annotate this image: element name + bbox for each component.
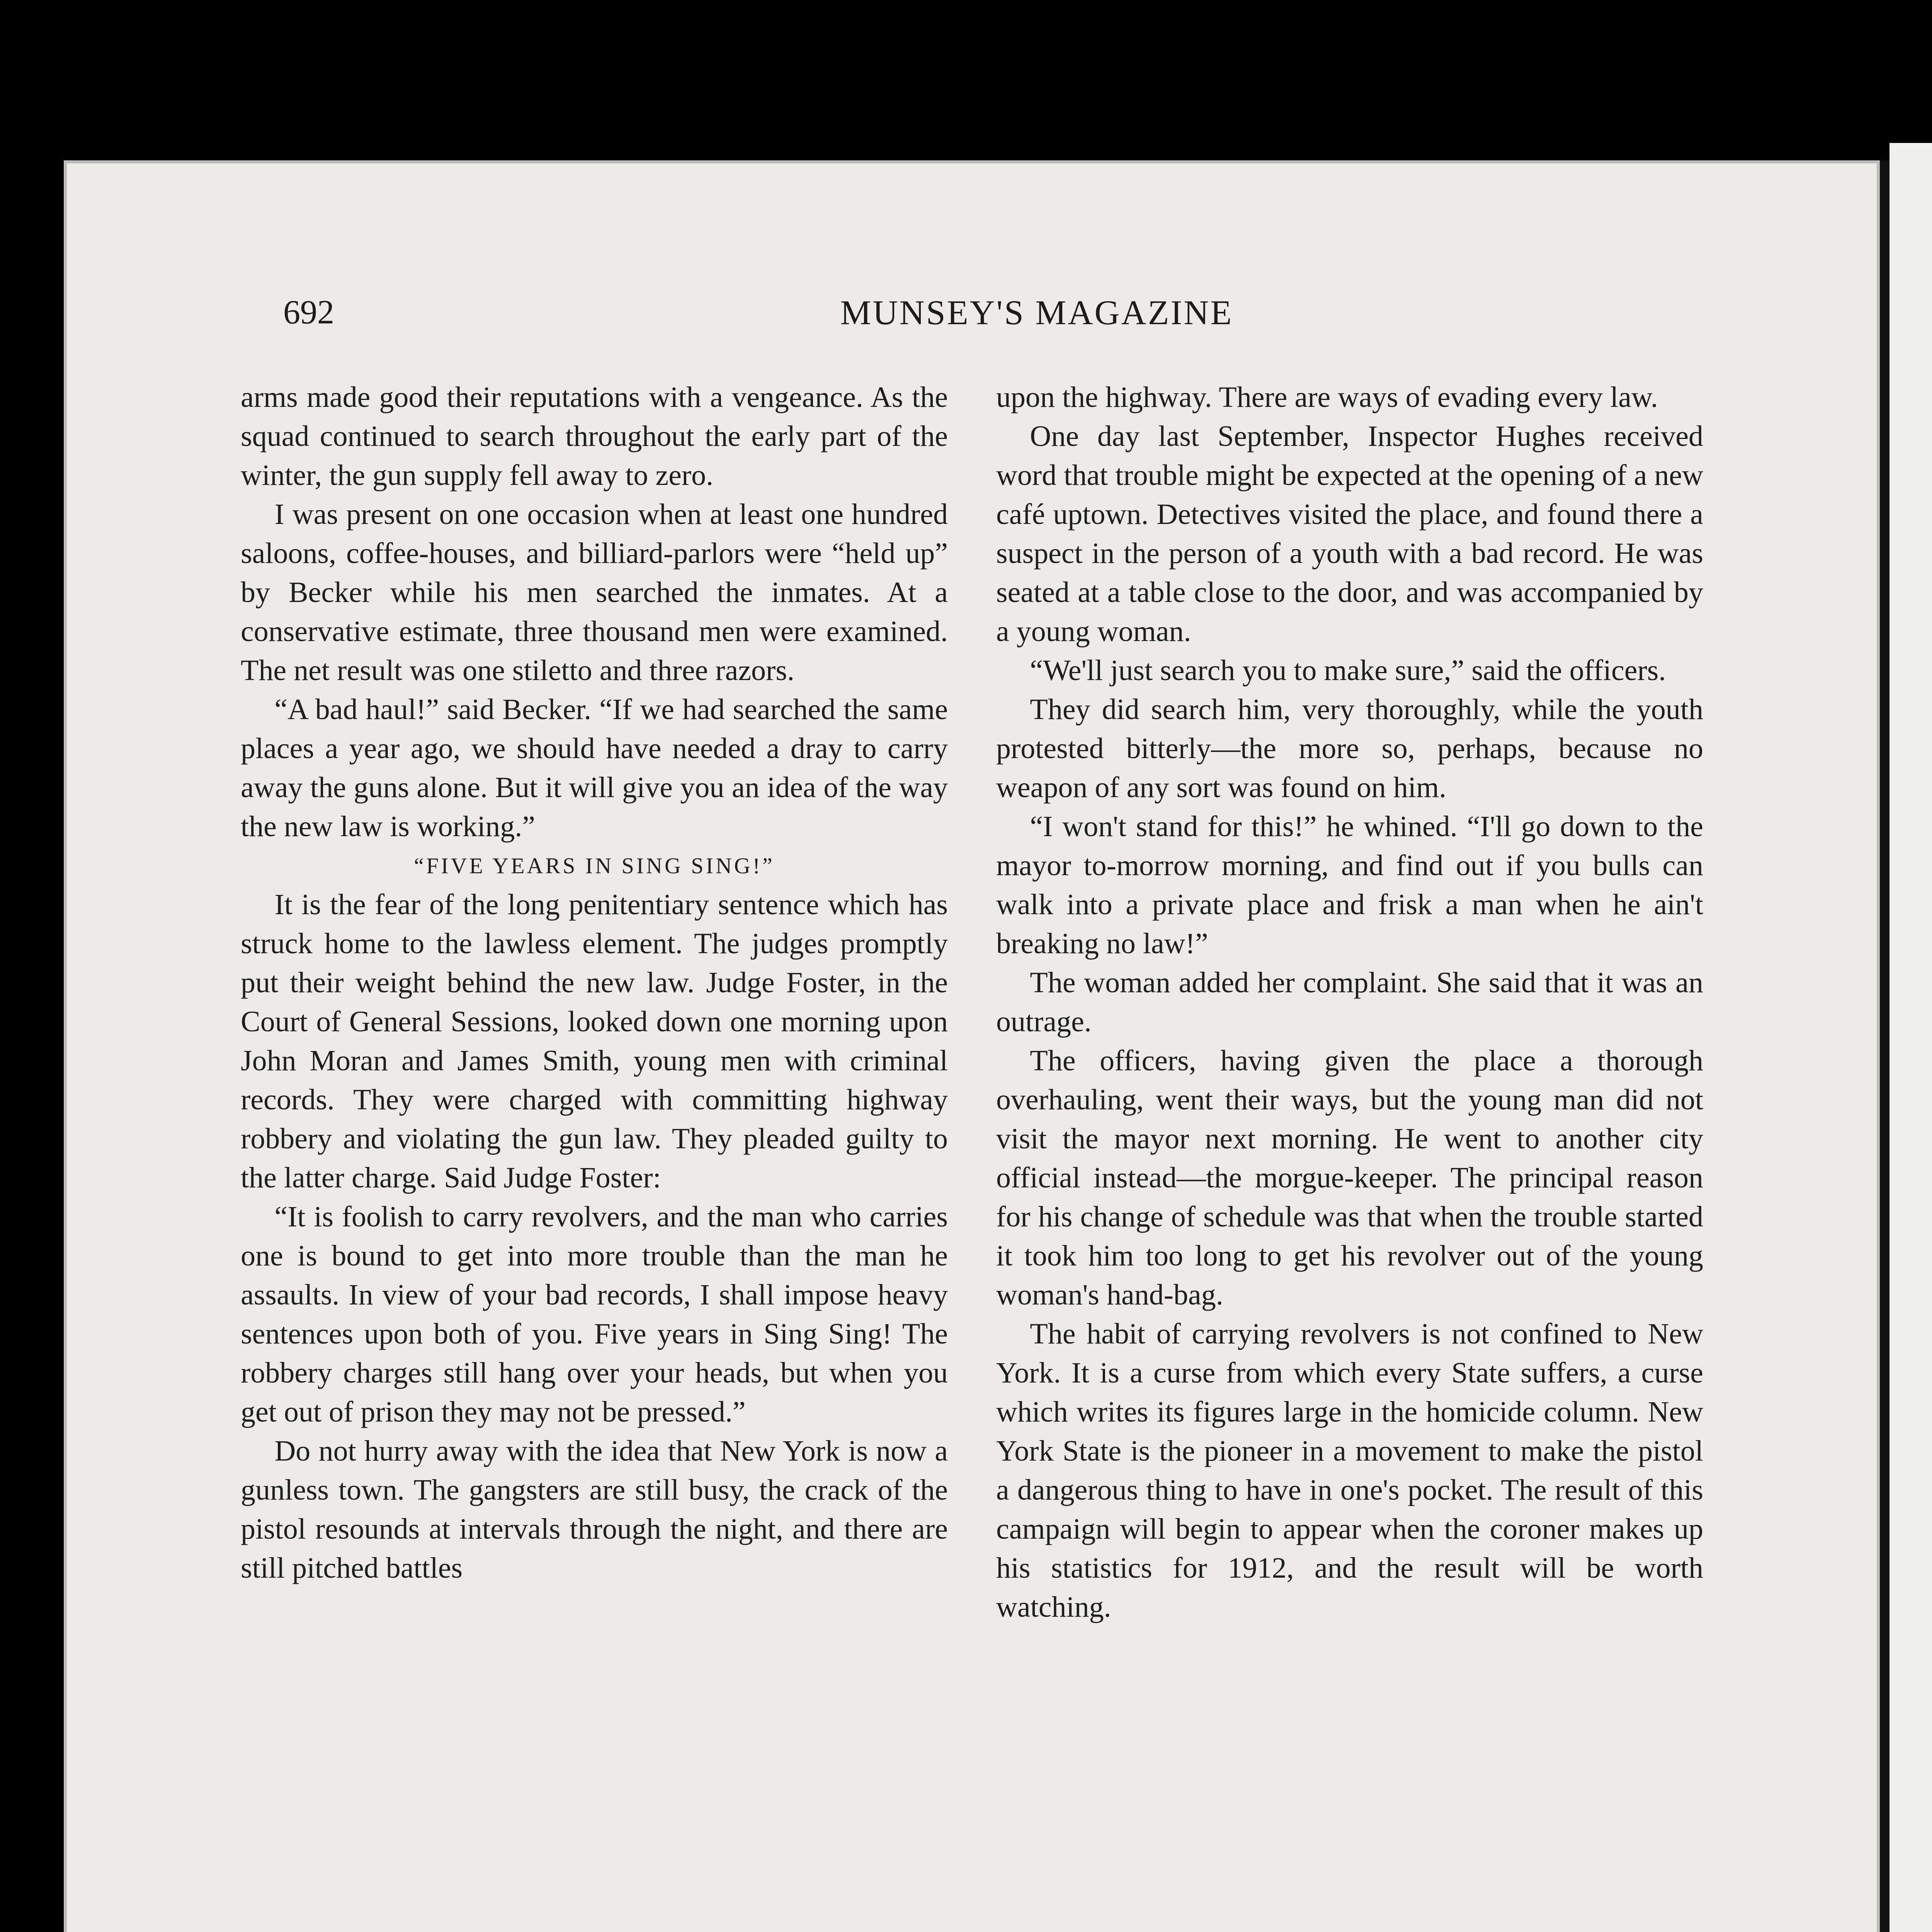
- running-title: MUNSEY'S MAGAZINE: [840, 294, 1233, 332]
- paragraph: It is the fear of the long penitentiary sentence which has struck home to the lawless element. The judges promptly put their weight behind the new law. Judge Foster, in the Court of General Sessions, looked down one morning upon John Moran and James Smith, young men with criminal records. They were charged with committing highway robbery and violating the gun law. They pleaded guilty to the latter charge. Said Judge Foster:: [241, 888, 948, 1194]
- page-number: 692: [283, 294, 334, 331]
- paragraph: arms made good their reputations with a vengeance. As the squad continued to search throughout the early part of the winter, the gun supply fell away to zero.: [241, 381, 948, 492]
- paragraph: “We'll just search you to make sure,” said the officers.: [1030, 654, 1666, 687]
- paragraph: The habit of carrying revolvers is not confined to New York. It is a curse from which every State suffers, a curse which writes its figures large in the homicide column. New York State is the pioneer in a movement to make the pistol a dangerous thing to have in one's pocket. The result of this campaign will begin to appear when the coroner makes up his statistics for 1912, and the result will be worth watching.: [996, 1318, 1703, 1623]
- left-column: [241, 378, 948, 1588]
- magazine-page: [64, 160, 1880, 1932]
- paragraph: The woman added her complaint. She said that it was an outrage.: [996, 966, 1703, 1038]
- page-header: [283, 293, 1790, 355]
- paragraph: “It is foolish to carry revolvers, and the man who carries one is bound to get into more trouble than the man he assaults. In view of your bad records, I shall impose heavy sentences upon both of you. Five years in Sing Sing! The robbery charges still hang over your heads, but when you get out of prison they may not be pressed.”: [241, 1201, 948, 1428]
- paragraph: “I won't stand for this!” he whined. “I'll go down to the mayor to-morrow morning, and find out if you bulls can walk into a private place and frisk a man when he ain't breaking no law!”: [996, 810, 1703, 960]
- paragraph: “A bad haul!” said Becker. “If we had searched the same places a year ago, we should have needed a dray to carry away the guns alone. But it will give you an idea of the way the new law is working.”: [241, 693, 948, 843]
- section-subhead: “FIVE YEARS IN SING SING!”: [414, 853, 775, 878]
- right-column: [996, 378, 1703, 1627]
- paragraph: They did search him, very thoroughly, while the youth protested bitterly—the more so, perhaps, because no weapon of any sort was found on him.: [996, 693, 1703, 804]
- facing-page-edge: [1889, 143, 1932, 1932]
- paragraph: One day last September, Inspector Hughes received word that trouble might be expected at the opening of a new café uptown. Detectives visited the place, and found there a suspect in the person of a youth with a bad record. He was seated at a table close to the door, and was accompanied by a young woman.: [996, 420, 1703, 648]
- gutter-shadow: [1880, 160, 1889, 1932]
- paragraph: The officers, having given the place a thorough overhauling, went their ways, but the young man did not visit the mayor next morning. He went to another city official instead—the morgue-keeper. The principal reason for his change of schedule was that when the trouble started it took him too long to get his revolver out of the young woman's hand-bag.: [996, 1044, 1703, 1311]
- paragraph: Do not hurry away with the idea that New York is now a gunless town. The gangsters are still busy, the crack of the pistol resounds at intervals through the night, and there are still pitched battles: [241, 1435, 948, 1584]
- paragraph: upon the highway. There are ways of evading every law.: [996, 381, 1658, 413]
- paragraph: I was present on one occasion when at least one hundred saloons, coffee-houses, and billiard-parlors were “held up” by Becker while his men searched the inmates. At a conservative estimate, three thousand men were examined. The net result was one stiletto and three razors.: [241, 498, 948, 687]
